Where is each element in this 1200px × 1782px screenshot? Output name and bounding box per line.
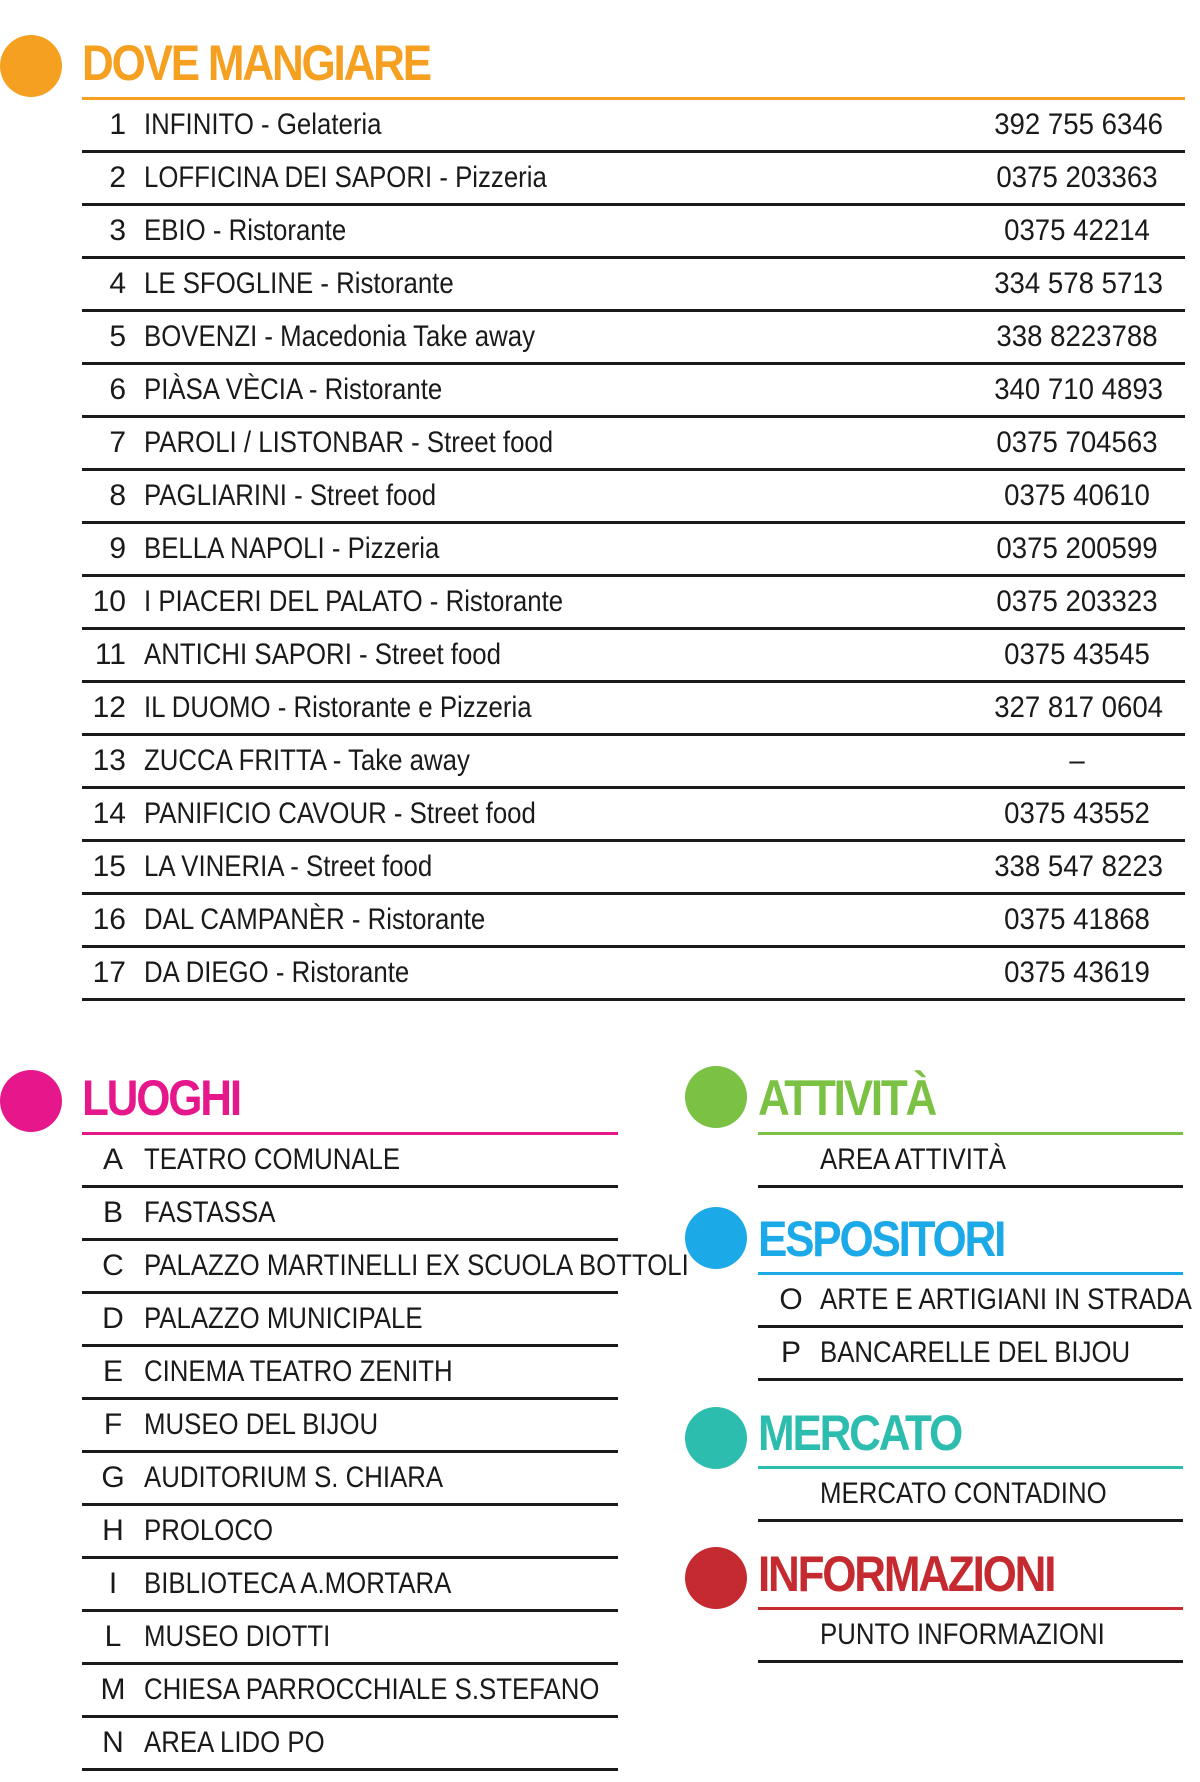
item-name: CHIESA PARROCCHIALE S.STEFANO: [144, 1673, 600, 1706]
item-name: PIÀSA VÈCIA - Ristorante: [144, 373, 443, 406]
list-item: [82, 948, 1185, 1001]
item-name: PAGLIARINI - Street food: [144, 479, 437, 512]
list-item: [82, 1453, 618, 1506]
list-item: [82, 789, 1185, 842]
item-number: 1: [109, 108, 126, 141]
item-name: LOFFICINA DEI SAPORI - Pizzeria: [144, 161, 547, 194]
item-name: AREA ATTIVITÀ: [820, 1143, 1006, 1176]
item-number: 13: [92, 744, 126, 777]
item-name: AUDITORIUM S. CHIARA: [144, 1461, 444, 1494]
item-name: AREA LIDO PO: [144, 1726, 325, 1759]
item-letter: H: [102, 1514, 124, 1547]
list-item: [82, 1400, 618, 1453]
item-phone: 338 8223788: [996, 320, 1158, 353]
section-title-dove-mangiare: DOVE MANGIARE: [82, 35, 430, 91]
item-name: PUNTO INFORMAZIONI: [820, 1618, 1105, 1651]
list-item: [82, 842, 1185, 895]
item-name: TEATRO COMUNALE: [144, 1143, 401, 1176]
item-number: 4: [109, 267, 126, 300]
section-title-luoghi: LUOGHI: [82, 1070, 240, 1126]
item-name: FASTASSA: [144, 1196, 276, 1229]
item-name: MUSEO DIOTTI: [144, 1620, 331, 1653]
item-phone: 0375 43545: [1004, 638, 1150, 671]
item-name: BANCARELLE DEL BIJOU: [820, 1336, 1131, 1369]
list-item: [82, 1718, 618, 1771]
market-list: [758, 1469, 1183, 1522]
item-number: 12: [92, 691, 126, 724]
section-title-informazioni: INFORMAZIONI: [758, 1546, 1055, 1602]
item-phone: 327 817 0604: [994, 691, 1164, 724]
green-bullet-icon: [685, 1066, 747, 1128]
list-item: [758, 1610, 1183, 1663]
item-phone: 0375 41868: [1004, 903, 1150, 936]
list-item: [82, 100, 1185, 153]
places-list: [82, 1135, 689, 1771]
item-letter: A: [102, 1143, 123, 1176]
item-name: LA VINERIA - Street food: [144, 850, 433, 883]
list-item: [758, 1275, 1192, 1328]
list-item: [758, 1135, 1183, 1188]
item-name: PALAZZO MUNICIPALE: [144, 1302, 423, 1335]
exhibitors-list: [758, 1275, 1192, 1381]
item-name: INFINITO - Gelateria: [144, 108, 382, 141]
item-name: DA DIEGO - Ristorante: [144, 956, 410, 989]
item-name: PANIFICIO CAVOUR - Street food: [144, 797, 536, 830]
item-phone: –: [1069, 744, 1085, 777]
item-name: I PIACERI DEL PALATO - Ristorante: [144, 585, 564, 618]
item-number: 14: [92, 797, 126, 830]
item-name: EBIO - Ristorante: [144, 214, 347, 247]
item-number: 9: [109, 532, 126, 565]
list-item: [758, 1328, 1183, 1381]
list-item: [82, 1665, 618, 1718]
item-name: ARTE E ARTIGIANI IN STRADA: [820, 1283, 1192, 1316]
item-number: 8: [109, 479, 126, 512]
list-item: [82, 577, 1185, 630]
item-letter: I: [108, 1567, 118, 1600]
blue-bullet-icon: [685, 1207, 747, 1269]
list-item: [82, 630, 1185, 683]
item-name: ZUCCA FRITTA - Take away: [144, 744, 470, 777]
item-name: BOVENZI - Macedonia Take away: [144, 320, 536, 353]
activities-list: [758, 1135, 1183, 1188]
item-letter: G: [101, 1461, 125, 1494]
list-item: [82, 736, 1185, 789]
item-letter: E: [102, 1355, 123, 1388]
item-phone: 334 578 5713: [994, 267, 1164, 300]
item-number: 10: [92, 585, 126, 618]
item-number: 2: [109, 161, 126, 194]
item-name: DAL CAMPANÈR - Ristorante: [144, 903, 486, 936]
list-item: [82, 418, 1185, 471]
item-number: 5: [109, 320, 126, 353]
list-item: [82, 206, 1185, 259]
item-phone: 338 547 8223: [994, 850, 1164, 883]
list-item: [82, 471, 1185, 524]
item-number: 17: [92, 956, 126, 989]
list-item: [758, 1469, 1183, 1522]
list-item: [82, 153, 1185, 206]
item-name: BELLA NAPOLI - Pizzeria: [144, 532, 440, 565]
item-number: 16: [92, 903, 126, 936]
item-name: PROLOCO: [144, 1514, 274, 1547]
section-title-espositori: ESPOSITORI: [758, 1211, 1005, 1267]
teal-bullet-icon: [685, 1407, 747, 1469]
list-item: [82, 1612, 618, 1665]
item-letter: B: [102, 1196, 123, 1229]
item-name: BIBLIOTECA A.MORTARA: [144, 1567, 452, 1600]
item-number: 15: [92, 850, 126, 883]
orange-bullet-icon: [0, 35, 62, 97]
list-item: [82, 683, 1185, 736]
list-item: [82, 1559, 618, 1612]
item-phone: 0375 42214: [1004, 214, 1150, 247]
section-title-attivita: ATTIVITÀ: [758, 1070, 936, 1126]
list-item: [82, 1294, 618, 1347]
item-letter: F: [103, 1408, 123, 1441]
restaurant-list: [82, 100, 1185, 1001]
info-list: [758, 1610, 1183, 1663]
item-number: 7: [109, 426, 126, 459]
item-letter: P: [780, 1336, 801, 1369]
item-number: 3: [109, 214, 126, 247]
magenta-bullet-icon: [0, 1070, 62, 1132]
item-phone: 392 755 6346: [994, 108, 1164, 141]
item-phone: 0375 43619: [1004, 956, 1150, 989]
item-phone: 0375 203323: [996, 585, 1158, 618]
item-phone: 340 710 4893: [994, 373, 1164, 406]
item-name: IL DUOMO - Ristorante e Pizzeria: [144, 691, 532, 724]
list-item: [82, 1347, 618, 1400]
list-item: [82, 259, 1185, 312]
item-number: 11: [94, 638, 126, 671]
item-name: MERCATO CONTADINO: [820, 1477, 1107, 1510]
item-name: ANTICHI SAPORI - Street food: [144, 638, 502, 671]
item-name: LE SFOGLINE - Ristorante: [144, 267, 454, 300]
list-item: [82, 1135, 618, 1188]
item-name: CINEMA TEATRO ZENITH: [144, 1355, 453, 1388]
item-name: PALAZZO MARTINELLI EX SCUOLA BOTTOLI: [144, 1249, 689, 1282]
item-letter: D: [102, 1302, 124, 1335]
item-phone: 0375 704563: [996, 426, 1158, 459]
section-title-mercato: MERCATO: [758, 1405, 961, 1461]
list-item: [82, 1506, 618, 1559]
list-item: [82, 365, 1185, 418]
item-phone: 0375 43552: [1004, 797, 1150, 830]
item-letter: N: [102, 1726, 124, 1759]
list-item: [82, 895, 1185, 948]
list-item: [82, 312, 1185, 365]
list-item: [82, 1188, 618, 1241]
item-phone: 0375 200599: [996, 532, 1158, 565]
list-item: [82, 1241, 689, 1294]
item-letter: L: [104, 1620, 122, 1653]
item-name: MUSEO DEL BIJOU: [144, 1408, 379, 1441]
item-phone: 0375 203363: [996, 161, 1158, 194]
item-number: 6: [109, 373, 126, 406]
red-bullet-icon: [685, 1547, 747, 1609]
item-phone: 0375 40610: [1004, 479, 1150, 512]
item-letter: M: [100, 1673, 126, 1706]
item-letter: C: [102, 1249, 124, 1282]
item-name: PAROLI / LISTONBAR - Street food: [144, 426, 554, 459]
list-item: [82, 524, 1185, 577]
item-letter: O: [779, 1283, 803, 1316]
